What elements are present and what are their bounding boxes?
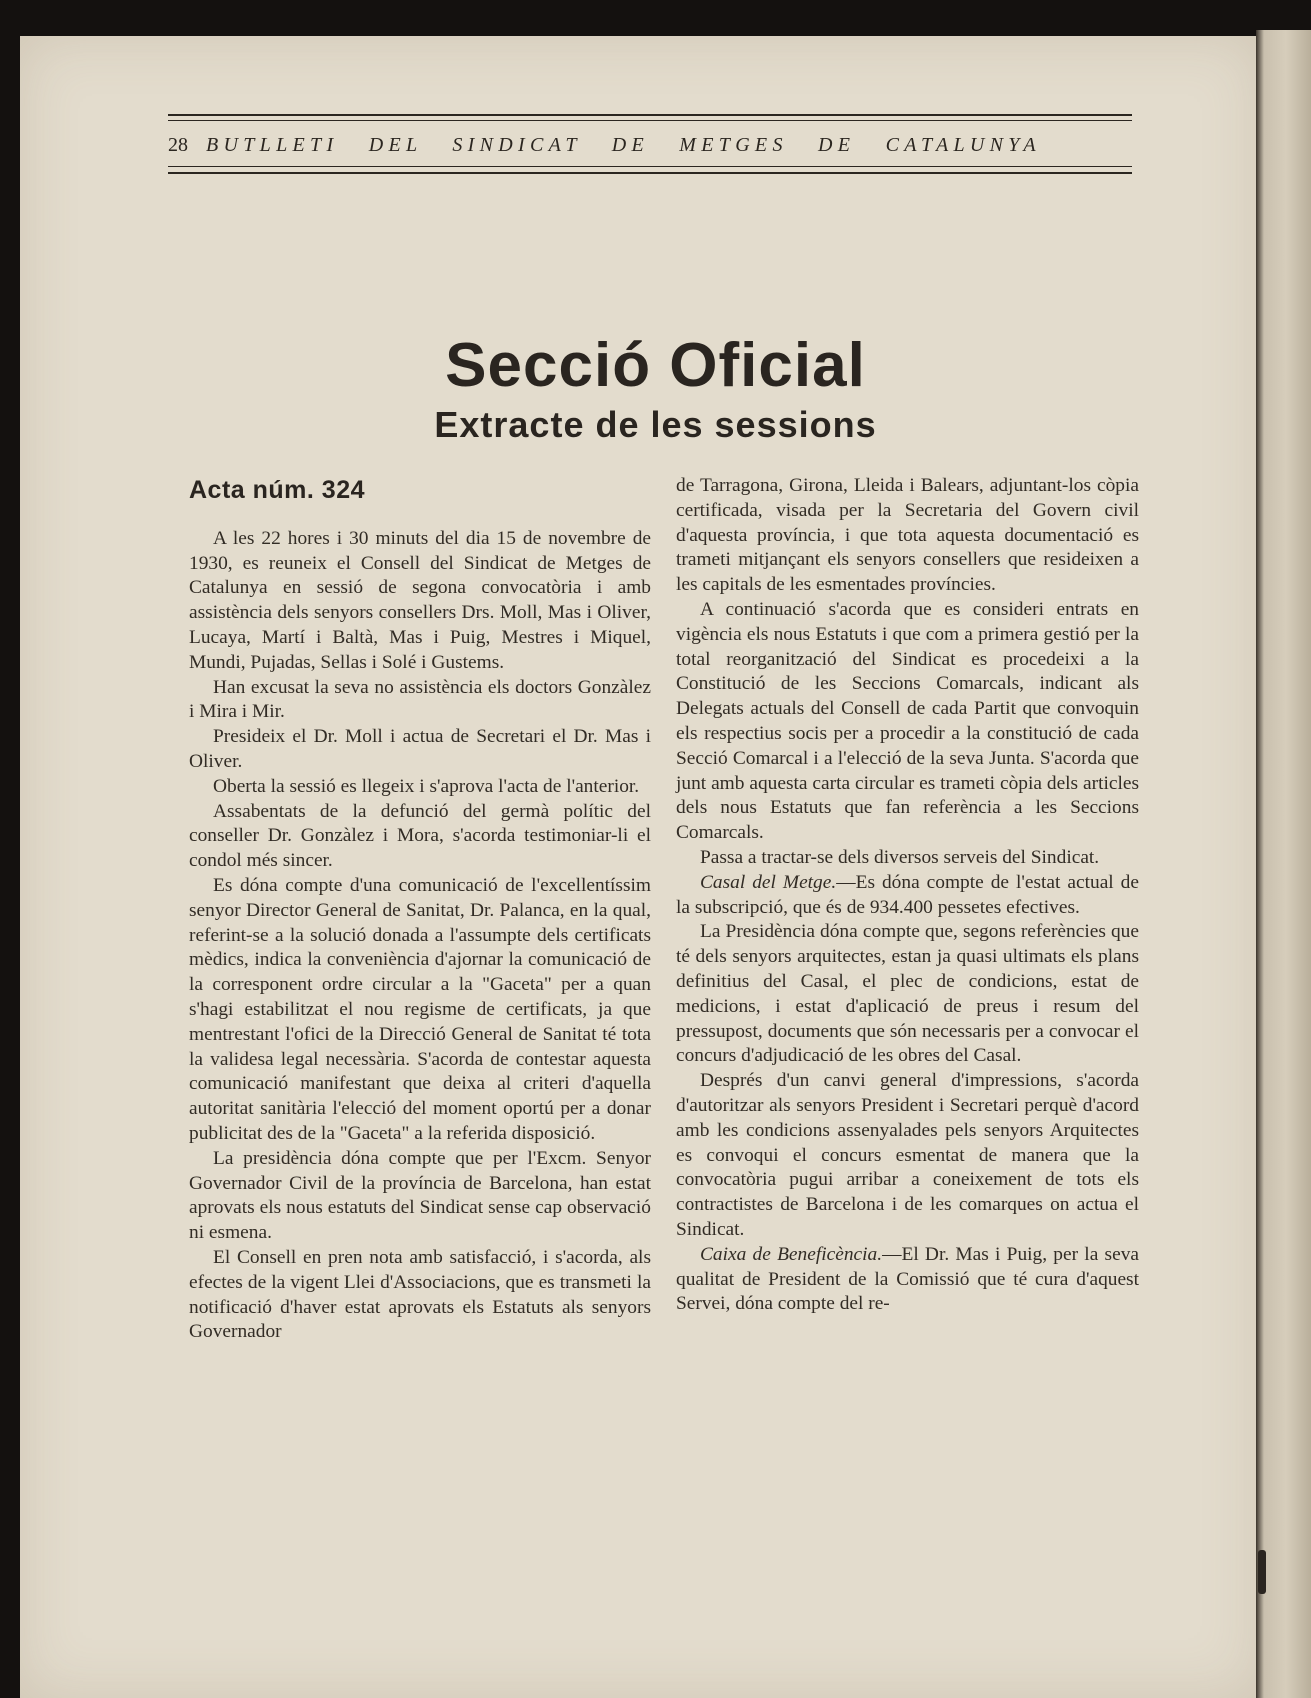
- acta-heading: Acta núm. 324: [189, 476, 366, 504]
- paragraph-casal: [676, 871, 1139, 921]
- paragraph: El Consell en pren nota amb satisfacció, i s'acorda, als efectes de la vigent Llei d'Associacions, que es transmeti la notificació d'haver estat aprovats els Estatuts als senyors Governador: [189, 1246, 651, 1343]
- casal-text: —Es dóna compte de l'estat actual de la subscripció, que és de 934.400 pessetes efectives.: [676, 871, 1139, 918]
- header-rule-bottom: [168, 172, 1132, 174]
- paragraph: Presideix el Dr. Moll i actua de Secretari el Dr. Mas i Oliver.: [189, 726, 651, 772]
- header-rule-top-inner: [168, 120, 1132, 121]
- paragraph: Assabentats de la defunció del germà polític del conseller Dr. Gonzàlez i Mora, s'acorda testimoniar-li el condol més sincer.: [189, 800, 651, 872]
- paragraph: Passa a tractar-se dels diversos serveis del Sindicat.: [700, 846, 1100, 868]
- paragraph: Després d'un canvi general d'impressions, s'acorda d'autoritzar als senyors President i Secretari perquè d'acord amb les condicions assenyalades pels senyors Arquitectes es convoqui el concurs esmentat de manera que la convocatòria pugui arribar a coneixement de tots els contractistes de Barcelona i de les comarques on actua el Sindicat.: [676, 1070, 1139, 1240]
- caixa-text: —El Dr. Mas i Puig, per la seva qualitat de President de la Comissió que té cura d'aquest Servei, dóna compte del re-: [676, 1243, 1139, 1315]
- paragraph: Oberta la sessió es llegeix i s'aprova l'acta de l'anterior.: [213, 775, 640, 797]
- right-column: [676, 474, 1139, 1317]
- header-rule-bottom-inner: [168, 166, 1132, 167]
- caixa-lead: Caixa de Beneficència.: [700, 1243, 883, 1265]
- paragraph: A les 22 hores i 30 minuts del dia 15 de novembre de 1930, es reuneix el Consell del Sindicat de Metges de Catalunya en sessió de segona convocatòria i amb assistència dels senyors consellers Drs. Moll, Mas i Oliver, Lucaya, Martí i Baltà, Mas i Puig, Mestres i Miquel, Mundi, Pujadas, Sellas i Solé i Gustems.: [189, 527, 651, 673]
- paragraph: Es dóna compte d'una comunicació de l'excellentíssim senyor Director General de Sanitat, Dr. Palanca, en la qual, referint-se a la solució donada a l'assumpte dels certificats mèdics, indica la conveniència d'ajornar la comunicació de la corresponent ordre circular a la "Gaceta" per a quan s'hagi estabilitzat el nou regisme de certificats, ja que mentrestant l'ofici de la Direcció General de Sanitat té tota la validesa legal necessària. S'acorda de contestar aquesta comunicació manifestant que deixa al criteri d'aquella autoritat sanitària l'elecció del moment oportú per a donar publicitat des de la "Gaceta" a la referida disposició.: [189, 874, 651, 1144]
- paragraph: Han excusat la seva no assistència els doctors Gonzàlez i Mira i Mir.: [189, 676, 651, 723]
- section-title: Secció Oficial: [445, 331, 866, 400]
- casal-lead: Casal del Metge.: [700, 871, 837, 893]
- running-header: [168, 90, 1132, 176]
- paragraph: La Presidència dóna compte que, segons referències que té dels senyors arquitectes, estan ja quasi ultimats els plans definitius del Casal, el plec de condicions, estat de medicions, i estat d'aplicació de preus i resum del pressupost, documents que són necessaris per a convocar el concurs d'adjudicació de les obres del Casal.: [676, 921, 1139, 1067]
- paragraph: A continuació s'acorda que es consideri entrats en vigència els nous Estatuts i que com a primera gestió per la total reorganització del Sindicat es procedeixi a la Constitució de les Seccions Comarcals, indicant als Delegats actuals del Consell de cada Partit que convoquin els respectius socis per a procedir a la constitució de cada Secció Comarcal i a l'elecció de la seva Junta. S'acorda que junt amb aquesta carta circular es trameti còpia dels articles dels nous Estatuts que fan referència a les Seccions Comarcals.: [676, 598, 1139, 844]
- left-column: [189, 468, 651, 1345]
- paragraph-caixa: [676, 1243, 1139, 1317]
- header-rule-top: [168, 114, 1132, 116]
- journal-title: BUTLLETI DEL SINDICAT DE METGES DE CATALUNYA: [206, 134, 1041, 156]
- paragraph: La presidència dóna compte que per l'Excm. Senyor Governador Civil de la província de Barcelona, han estat aprovats els nous estatuts del Sindicat sense cap observació ni esmena.: [189, 1147, 651, 1244]
- paragraph-continuation: de Tarragona, Girona, Lleida i Balears, adjuntant-los còpia certificada, visada per la Secretaria del Govern civil d'aquesta província, i que tota aquesta documentació es trameti mitjançant els senyors consellers que resideixen a les capitals de les esmentades províncies.: [676, 475, 1139, 596]
- header-row: [168, 134, 1132, 160]
- next-page-edge: [1256, 30, 1311, 1698]
- page-number: 28: [168, 134, 188, 156]
- page-tab-mark: [1258, 1550, 1266, 1594]
- section-subtitle: Extracte de les sessions: [434, 404, 877, 445]
